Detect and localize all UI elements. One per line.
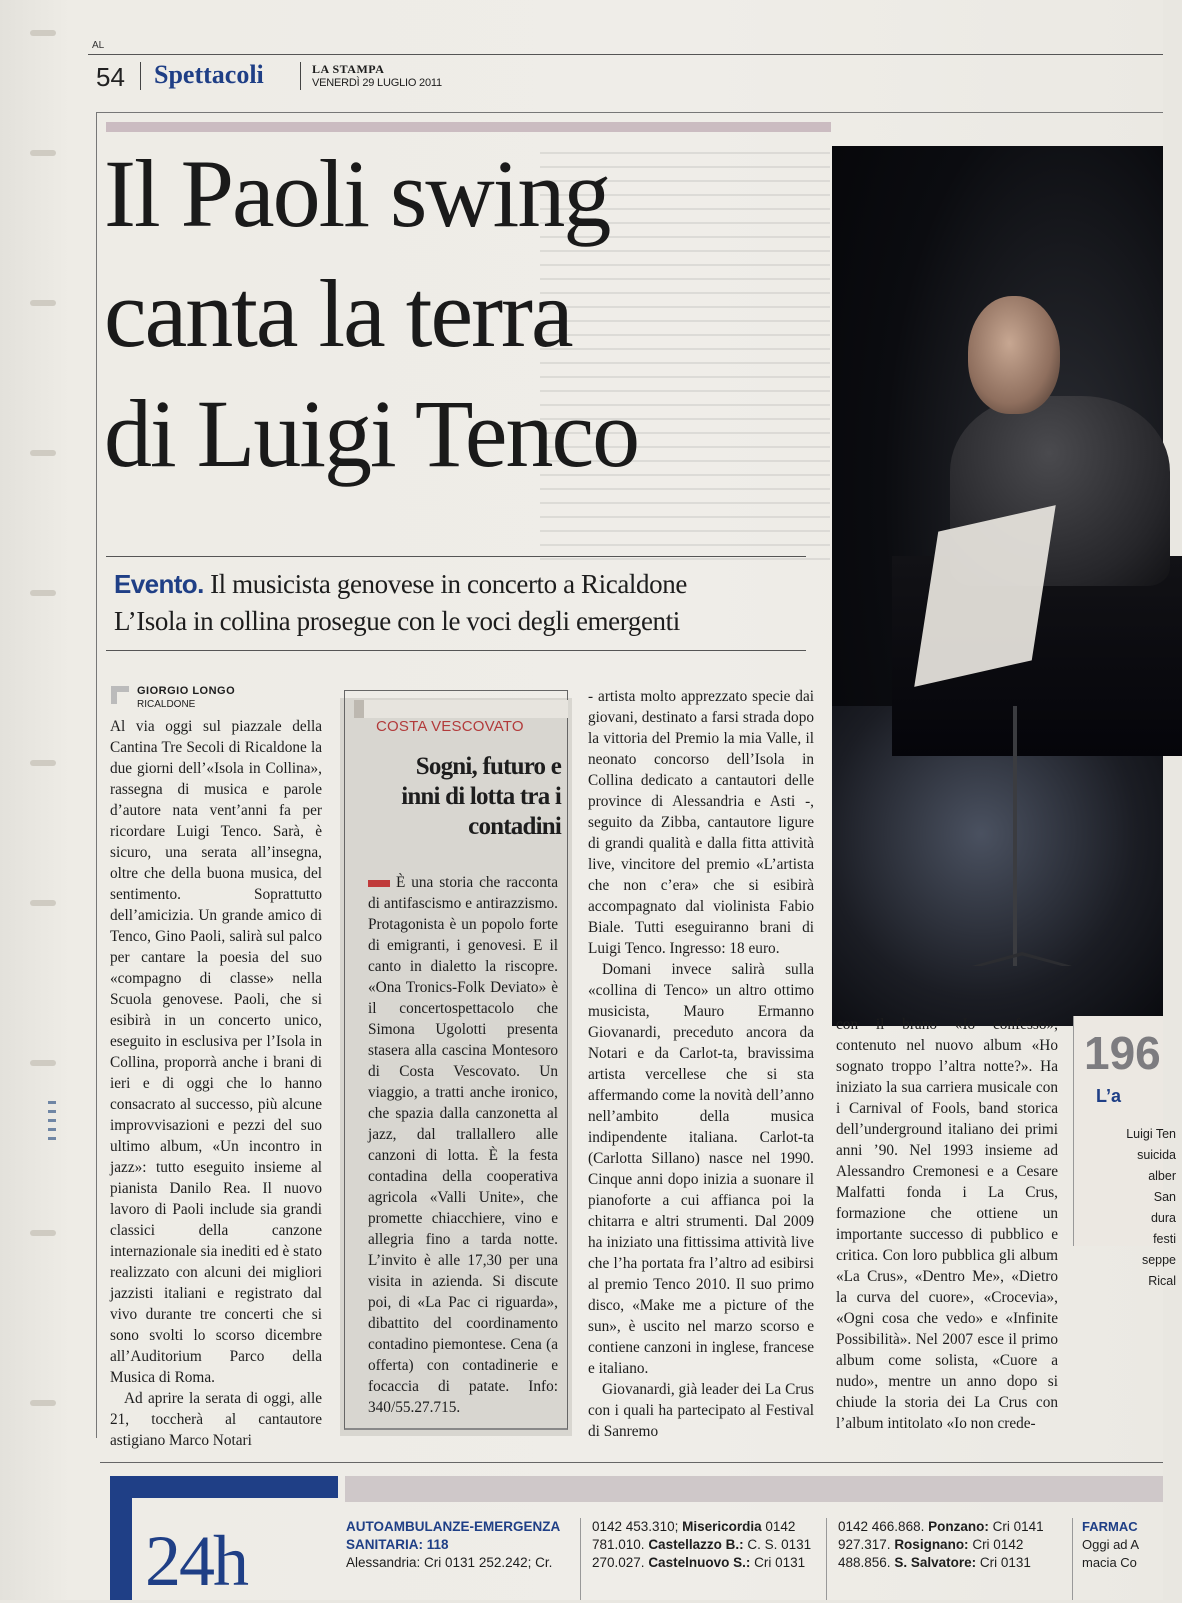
24h-logo: 24h [145,1521,247,1601]
binding-hole [30,760,56,766]
timeline-line: San [1153,1190,1176,1204]
headline [104,134,824,494]
services-place: S. Salvatore: [894,1555,977,1570]
services-line: Alessandria: Cri 0131 252.242; Cr. [346,1555,553,1570]
deck [114,566,814,640]
services-place: Castellazzo B.: [648,1537,744,1552]
deck-kicker: Evento. [114,569,204,599]
pharmacy-line: Oggi ad A [1082,1537,1140,1552]
byline-mark [111,686,129,704]
timeline-line: alber [1148,1169,1176,1183]
services-text: 270.027. [592,1555,649,1570]
services-divider [1072,1518,1073,1600]
services-text: Cri 0141 [988,1519,1044,1534]
binding-hole [30,1400,56,1406]
article-paragraph: Domani invece salirà sulla «collina di Tenco» un altro ottimo musicista, Mauro Ermanno Giovanardi, preceduto ancora da Notari e da Carlot-ta, bravissima artista vercellese che si sta affermando come la novità dell’anno nell’ambito della musica indipendente italiana. Carlot-ta (Carlotta Sillano) nasce nel 1990. Cinque anni dopo inizia a suonare il pianoforte a cui affianca poi la chitarra e altri strumenti. Dal 2009 ha iniziato una fittissima attività live che l’ha portata fra l’altro ad esibirsi al premio Tenco 2010. Il suo primo disco, «Make me a picture of the sun», è uscito nel marzo scorso e contiene canzoni in inglese, francese e italiano. [588,961,814,1377]
headline-line: Il Paoli swing [104,140,610,247]
services-column-1 [346,1518,570,1572]
services-column-3 [838,1518,1064,1572]
services-text: 0142 453.310; [592,1519,683,1534]
pharmacy-line: macia Co [1082,1555,1137,1570]
section-title: Spettacoli [154,60,264,89]
timeline-subtitle: L’a [1096,1086,1122,1106]
services-heading: AUTOAMBULANZE-EMERGENZA SANITARIA: 118 [346,1519,561,1552]
sidebar-tab [354,700,568,718]
deck-rule-top [106,556,806,557]
headline-top-rule [106,122,831,132]
services-text: 0142 466.868. [838,1519,929,1534]
services-text: 488.856. [838,1555,895,1570]
article-paragraph: con il brano «Io confesso», contenuto nel nuovo album «Ho sognato troppo l’altra notte?». Ha iniziato la sua carriera musicale con i Carnival of Fools, band storica dell’underground italiano dei primi anni ’90. Nel 1993 insieme ad Alessandro Cremonesi e a Cesare Malfatti fonda i La Crus, formazione che ottiene un importante successo di pubblico e critica. Con loro pubblica gli album «La Crus», «Dentro Me», «Dietro la curva del cuore», «Crocevia», «Ogni cosa che vedo» e «Infinite Possibilità». Nel 2007 esce il primo album come solista, «Cuore a nudo», mentre un anno dopo si chiude la storia dei La Crus con l’album intitolato «Io non crede- [836,1016,1058,1432]
services-text: 927.317. [838,1537,895,1552]
binding-hole [30,1060,56,1066]
services-text: 781.010. [592,1537,649,1552]
services-place: Ponzano: [928,1519,989,1534]
pharmacy-heading: FARMAC [1082,1519,1138,1534]
timeline-year: 196 [1084,1027,1161,1079]
sidebar-body: È una storia che racconta di antifascismo e antirazzismo. Protagonista è un popolo forte di emigranti, i genovesi. E il canto in dialetto la riscopre. «Ona Tronics-Folk Deviato» è il concertospettacolo che Simona Ugolotti presenta stasera alla cascina Montesoro di Costa Vescovato. Un viaggio, a tratti anche ironico, che spazia dalla canzonetta al jazz, dal trallallero alle canzoni di lotta. È la festa contadina della cooperativa agricola «Valli Unite», che promette chiacchiere, vino e allegria fino a tarda notte. L’invito è alle 17,30 per una visita in azienda. Si discute poi, di «La Pac ci riguarda», dibattito del coordinamento contadino piemontese. Cena (a offerta) con contadinerie e focaccia di patate. Info: 340/55.27.715. [368,874,558,1416]
deck-line: L’Isola in collina prosegue con le voci degli emergenti [114,606,680,636]
page-number: 54 [96,62,125,92]
article-column-3 [588,686,814,1442]
headline-line: di Luigi Tenco [104,380,639,487]
binding-hole [30,590,56,596]
services-place: Misericordia [682,1519,762,1534]
stand-pole [1013,706,1017,966]
timeline-text [1086,1124,1176,1292]
deck-line: Il musicista genovese in concerto a Ricaldone [203,569,687,599]
binding-edge [0,0,90,1600]
dateline: RICALDONE [137,699,196,710]
article-paragraph: - artista molto apprezzato specie dai giovani, destinato a farsi strada dopo la vittoria del Premio la mia Valle, il neonato concorso dell’Isola in Collina dedicato a cantautori delle province di Alessandria e Asti -, seguito da Zibba, cantautore ligure di grandi qualità e dalla fitta attività live, vincitore del premio «L’artista che non c’era» che si esibirà accompagnato dal violinista Fabio Biale. Tutti eseguiranno brani di Luigi Tenco. Ingresso: 18 euro. [588,688,814,957]
binding-hole [30,450,56,456]
bottom-rule [100,1462,1163,1463]
binding-hole [30,150,56,156]
sidebar-kicker: COSTA VESCOVATO [376,718,524,735]
newspaper-name: LA STAMPA [312,62,385,76]
timeline-line: dura [1150,1211,1176,1225]
sidebar-title: Sogni, futuro e inni di lotta tra i contadini [401,753,561,840]
concert-photo [832,146,1163,1011]
article-paragraph: Al via oggi sul piazzale della Cantina Tre Secoli di Ricaldone la due giorni dell’«Isola in Collina», rassegna di musica e parole d’autore nata vent’anni fa per ricordare Luigi Tenco. Sarà, è sicuro, una serata all’insegna, oltre che della buona musica, del sentimento. Soprattutto dell’amicizia. Un grande amico di Tenco, Gino Paoli, salirà sul palco per cantare la poesia del suo «compagno di classe» nella Scuola genovese. Paoli, che si esibirà in un concerto unico, eseguito in esclusiva per l’Isola in Collina, proporrà anche i brani di ieri e di oggi che lo hanno consacrato al successo, più alcune improvvisazioni e pezzi del suo ultimo album, «Un incontro in jazz»: tutto eseguito insieme al pianista Danilo Rea. Il nuovo lavoro di Paoli include sia grandi classici della canzone internazionale sia inediti ed è stato realizzato con alcuni dei migliori jazzisti italiani e registrato dal vivo durante tre concerti che si sono svolti lo scorso dicembre all’Auditorium Parco della Musica di Roma. [110,718,322,1386]
binding-hole [30,30,56,36]
timeline-line: Luigi Ten [1126,1127,1176,1141]
services-text: Cri 0142 [968,1537,1024,1552]
edition-code: AL [92,40,105,51]
musician-head [968,296,1060,414]
masthead-divider [300,62,301,90]
timeline-line: Rical [1148,1274,1176,1288]
timeline-line: festi [1153,1232,1176,1246]
timeline-box [1073,1016,1176,1288]
issue-date: VENERDÌ 29 LUGLIO 2011 [312,77,442,89]
byline-author: GIORGIO LONGO [137,685,236,697]
services-text: C. S. 0131 [743,1537,812,1552]
deck-rule-bottom [106,650,806,651]
headline-line: canta la terra [104,260,572,367]
masthead-divider [140,62,141,90]
pharmacy-column [1082,1518,1162,1572]
services-divider [580,1518,581,1600]
article-column-4 [836,1014,1058,1434]
services-text: Cri 0131 [750,1555,806,1570]
binding-hole [30,1230,56,1236]
timeline-line: suicida [1137,1148,1176,1162]
article-column-1 [110,716,322,1451]
services-text: 0142 [761,1519,796,1534]
services-place: Rosignano: [894,1537,969,1552]
binding-hole [30,900,56,906]
masthead-rule [88,54,1163,55]
article-paragraph: Ad aprire la serata di oggi, alle 21, toccherà al cantautore astigiano Marco Notari [110,1390,322,1449]
binding-hole [30,300,56,306]
timeline-line: seppe [1141,1253,1176,1267]
services-place: Castelnuovo S.: [648,1555,751,1570]
services-divider [826,1518,827,1600]
services-text: Cri 0131 [976,1555,1031,1570]
article-paragraph: Giovanardi, già leader dei La Crus con i quali ha partecipato al Festival di Sanremo [588,1381,814,1440]
services-column-2 [592,1518,820,1572]
services-stripe [345,1476,1163,1502]
margin-dots [48,1100,56,1140]
